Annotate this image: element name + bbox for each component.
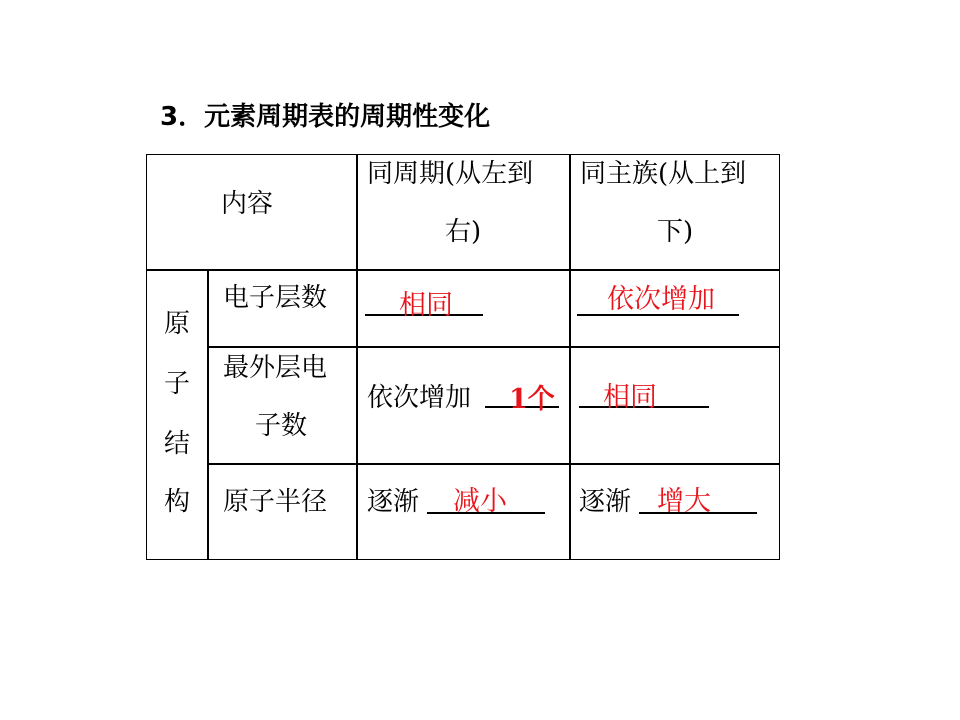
row3-label: 原子半径 <box>223 487 328 517</box>
header-group-line2: 下) <box>657 217 694 247</box>
row-group-label-1: 原 <box>163 309 190 339</box>
table-rule-groupcol2 <box>569 155 571 559</box>
table-rule-groupcol <box>207 269 209 559</box>
row2-period-prefix: 依次增加 <box>367 383 472 413</box>
header-content: 内容 <box>221 189 274 219</box>
row1-period-answer: 相同 <box>399 290 453 321</box>
header-period-line1: 同周期(从左到 <box>367 159 534 189</box>
row2-group-answer: 相同 <box>603 382 657 413</box>
row2-period-answer: 1个 <box>509 384 555 415</box>
row2-label-line2: 子数 <box>255 411 308 441</box>
periodic-trend-table <box>146 154 780 560</box>
row3-period-answer: 减小 <box>453 486 507 517</box>
row3-period-prefix: 逐渐 <box>367 487 420 517</box>
header-period-line2: 右) <box>445 217 482 247</box>
row-group-label-3: 结 <box>163 429 190 459</box>
row3-group-prefix: 逐渐 <box>579 487 632 517</box>
row-group-label-2: 子 <box>163 369 190 399</box>
row1-group-answer: 依次增加 <box>607 284 715 315</box>
section-heading: 3．元素周期表的周期性变化 <box>160 102 491 132</box>
table-rule-row2 <box>207 463 779 465</box>
row3-group-answer: 增大 <box>657 486 711 517</box>
row-group-label-4: 构 <box>163 487 190 517</box>
row2-label-line1: 最外层电 <box>223 353 328 383</box>
table-rule-periodcol <box>356 155 358 559</box>
header-group-line1: 同主族(从上到 <box>580 159 747 189</box>
row1-label: 电子层数 <box>223 283 328 313</box>
